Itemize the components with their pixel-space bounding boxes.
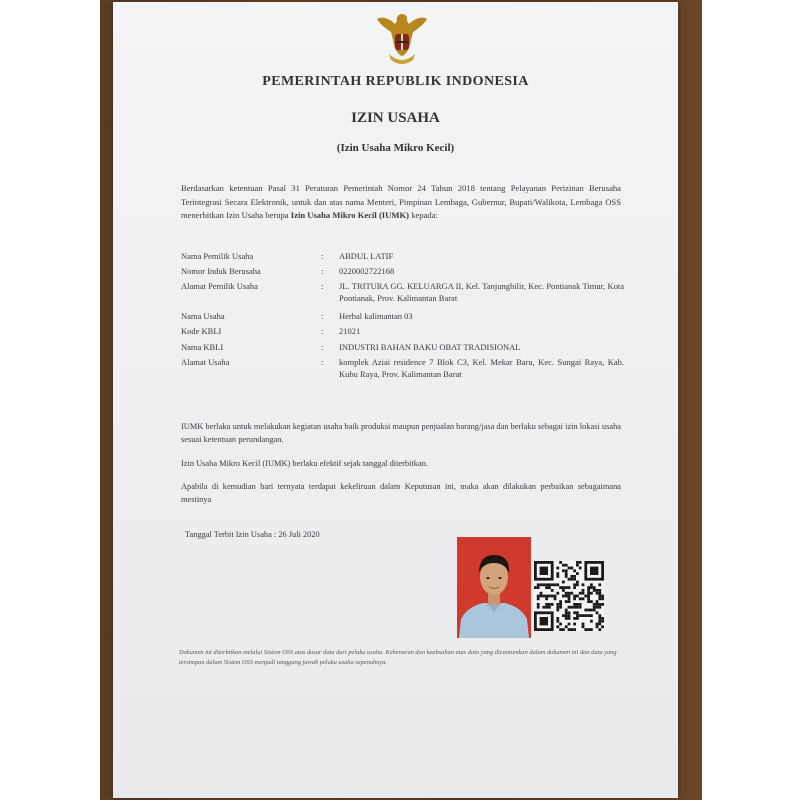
field-label: Alamat Pemilik Usaha: [181, 281, 258, 291]
validity-paragraph: IUMK berlaku untuk melakukan kegiatan usaha baik produksi maupun penjualan barang/jasa dan berlaku sebagai izin lokasi usaha sesuai ketentuan perundangan.: [181, 422, 621, 444]
license-document: PEMERINTAH REPUBLIK INDONESIA IZIN USAHA (Izin Usaha Mikro Kecil) Berdasarkan ketentuan Pasal 31 Peraturan Pemerintah Nomor 24 Tahun 2018 tentang Pelayanan Perizinan Berusaha Terintegrasi Secara Elektronik, untuk dan atas nama Menteri, Pimpinan Lembaga, Gubernur, Bupati/Walikota, Lembaga OSS menerbitkan Izin Usaha berupa Izin Usaha Mikro Kecil (IUMK) kepada: Nama Pemilik Usaha : ABDUL LATIF Nomor Induk Berusaha : 0220002722168 Alamat Pemilik Usaha : JL. TRITURA GG. KELUARGA II, Kel. Tanjunghilir, Kec. Pontianak Timur, Kota Pontianak, Prov. Kalimantan Barat Nama Usaha : Herbal kalimantan 03 Kode KBLI : 21021 Nama KBLI : INDUSTRI BAHAN BAKU OBAT TRADISIONAL Alamat Usaha : komplek Aziai residence 7 Blok C3, Kel. Mekar Baru, Kec. Sungai Raya, Kab. Kubu Raya, Prov. Kalimantan Barat IUMK berlaku untuk melakukan kegiatan usaha baik produksi maupun penjualan barang/jasa dan berlaku sebagai izin lokasi usaha sesuai ketentuan perundangan. Izin Usaha Mikro Kecil (IUMK) berlaku efektif sejak tanggal diterbitkan. Apabila di kemudian hari ternyata terdapat kekeliruan dalam Keputusan ini, maka akan dilakukan perbaikan sebagaimana mestinya Tanggal Terbit Izin Usaha : 26 Juli 2020 Dokumen ini diterbitkan melalui Sistem OSS atas dasar data dari pelaku usaha. Kebenaran dan keabsahan atas data yang dicantumkan dalam dokumen ini dan data yang tersimpan dalam Sistem OSS menjadi tanggung jawab pelaku usaha sepenuhnya.: [113, 2, 678, 798]
intro-bold: Izin Usaha Mikro Kecil (IUMK): [290, 210, 410, 220]
field-value: komplek Aziai residence 7 Blok C3, Kel. Mekar Baru, Kec. Sungai Raya, Kab. Kubu Raya, Prov. Kalimantan Barat: [339, 357, 624, 379]
field-value: INDUSTRI BAHAN BAKU OBAT TRADISIONAL: [339, 342, 521, 352]
field-value: 21021: [339, 326, 361, 336]
issue-date-label: Tanggal Terbit Izin Usaha: [185, 530, 272, 539]
correction-paragraph: Apabila di kemudian hari ternyata terdapat kekeliruan dalam Keputusan ini, maka akan dilakukan perbaikan sebagaimana mestinya: [181, 482, 621, 504]
field-label: Alamat Usaha: [181, 357, 230, 367]
issue-date-value: 26 Juli 2020: [278, 530, 320, 539]
intro-paragraph: [181, 182, 621, 223]
field-value: ABDUL LATIF: [339, 251, 394, 261]
field-label: Nomor Induk Berusaha: [181, 266, 261, 276]
field-value: 0220002722168: [339, 266, 395, 276]
intro-text: Berdasarkan ketentuan Pasal 31 Peraturan Pemerintah Nomor 24 Tahun 2018 tentang Pelayanan Perizinan Berusaha Terintegrasi Secara Elektronik, untuk dan atas nama Menteri, Pimpinan Lembaga, Gubernur, Bupati/Walikota, Lembaga OSS menerbitkan Izin Usaha berupa: [181, 183, 621, 220]
field-label: Kode KBLI: [181, 326, 222, 336]
field-label: Nama Pemilik Usaha: [181, 251, 254, 261]
owner-photo: [457, 537, 531, 638]
field-label: Nama Usaha: [181, 311, 225, 321]
effective-paragraph: Izin Usaha Mikro Kecil (IUMK) berlaku efektif sejak tanggal diterbitkan.: [181, 459, 428, 468]
qr-code-icon: [534, 561, 604, 631]
garuda-emblem-icon: [375, 10, 429, 68]
intro-suffix: kepada:: [411, 210, 438, 220]
portrait-image: [457, 537, 531, 638]
field-value: Herbal kalimantan 03: [339, 311, 413, 321]
document-subtitle: (Izin Usaha Mikro Kecil): [336, 142, 455, 154]
issue-date-line: Tanggal Terbit Izin Usaha : 26 Juli 2020: [185, 530, 320, 539]
field-value: JL. TRITURA GG. KELUARGA II, Kel. Tanjunghilir, Kec. Pontianak Timur, Kota Pontianak, Prov. Kalimantan Barat: [339, 281, 624, 303]
field-label: Nama KBLI: [181, 342, 224, 352]
document-title: IZIN USAHA: [351, 110, 440, 126]
disclaimer-text: Dokumen ini diterbitkan melalui Sistem OSS atas dasar data dari pelaku usaha. Kebenaran dan keabsahan atas data yang dicantumkan dalam dokumen ini dan data yang tersimpan dalam Sistem OSS menjadi tanggung jawab pelaku usaha sepenuhnya.: [179, 649, 617, 666]
qr-code: [534, 561, 604, 631]
government-title: PEMERINTAH REPUBLIK INDONESIA: [262, 74, 529, 89]
